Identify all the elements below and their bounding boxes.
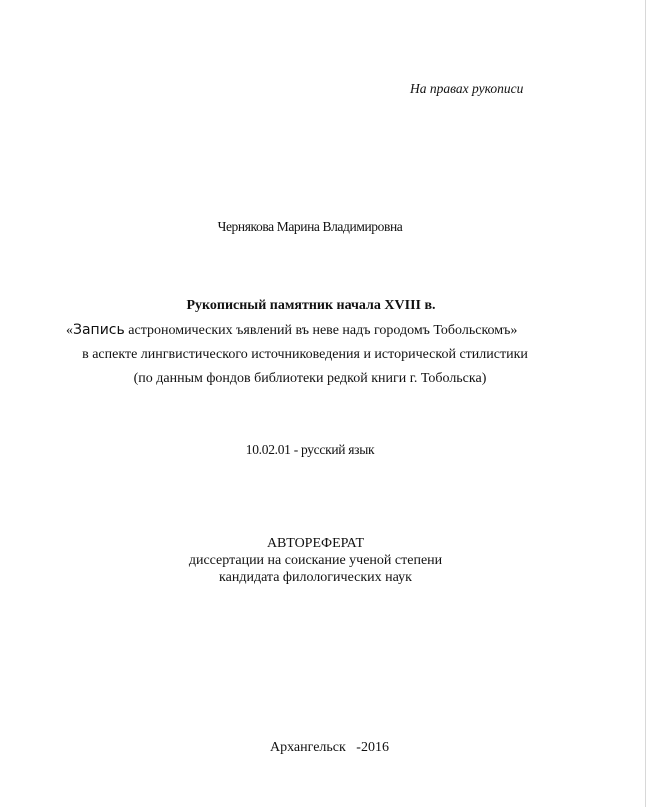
abstract-heading: АВТОРЕФЕРАТ <box>266 536 365 551</box>
abstract-degree-line: кандидата филологических наук <box>219 570 412 585</box>
title-line-source: (по данным фондов библиотеки редкой книги г. Тобольска) <box>133 371 487 386</box>
abstract-purpose-line: диссертации на соискание ученой степени <box>188 553 443 568</box>
city-year: Архангельск -2016 <box>270 740 389 755</box>
title-line-quote <box>66 322 517 339</box>
manuscript-rights-note: На правах рукописи <box>410 81 524 96</box>
title-line-aspect: в аспекте лингвистического источниковедения и исторической стилистики <box>82 347 528 362</box>
title-quote-word: Запись <box>73 322 125 338</box>
specialty-code: 10.02.01 - русский язык <box>245 442 375 457</box>
title-line-main: Рукописный памятник начала XVIII в. <box>186 298 436 313</box>
author-name: Чернякова Марина Владимировна <box>217 219 403 234</box>
title-quote-rest: астрономических ъявлений въ неве надъ городомъ Тобольскомъ» <box>124 323 518 338</box>
title-quote-open: « <box>66 323 73 338</box>
